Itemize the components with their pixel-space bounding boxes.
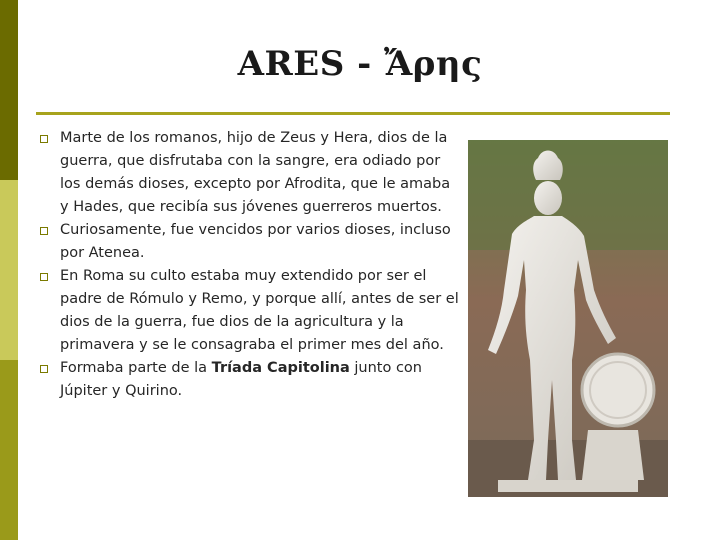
hollow-square-icon xyxy=(40,227,48,235)
bullet-item xyxy=(40,127,460,219)
side-bar-middle xyxy=(0,180,18,360)
bullet-text: junto con Júpiter y Quirino. xyxy=(60,360,422,399)
bullet-item xyxy=(40,357,460,403)
side-bar-bottom xyxy=(0,360,18,540)
ares-statue-photo xyxy=(468,140,668,497)
title-rule xyxy=(36,112,670,115)
bullet-text: En Roma su culto estaba muy extendido por ser el padre de Rómulo y Remo, y porque allí, antes de ser el dios de la guerra, fue dios de la agricultura y la primavera y se le consagraba el primer mes del año. xyxy=(60,268,459,353)
statue-illustration xyxy=(468,140,668,497)
bullet-item xyxy=(40,219,460,265)
bullet-list xyxy=(40,127,460,403)
bullet-text: Formaba parte de la xyxy=(60,360,212,376)
bullet-text-strong: Tríada Capitolina xyxy=(211,360,350,376)
hollow-square-icon xyxy=(40,365,48,373)
bullet-item xyxy=(40,265,460,357)
hollow-square-icon xyxy=(40,135,48,143)
bullet-text: Marte xyxy=(60,130,102,146)
side-bar-top xyxy=(0,0,18,180)
slide-title: ARES - Ἄρης xyxy=(237,44,483,84)
bullet-text: de los romanos, hijo de Zeus y Hera, dios de la guerra, que disfrutaba con la sangre, era odiado por los demás dioses, excepto por Afrodita, que le amaba y Hades, que recibía sus jóvenes guerreros muertos. xyxy=(60,130,451,215)
bullet-text: Curiosamente, fue vencidos por varios dioses, incluso por Atenea. xyxy=(60,222,451,261)
hollow-square-icon xyxy=(40,273,48,281)
